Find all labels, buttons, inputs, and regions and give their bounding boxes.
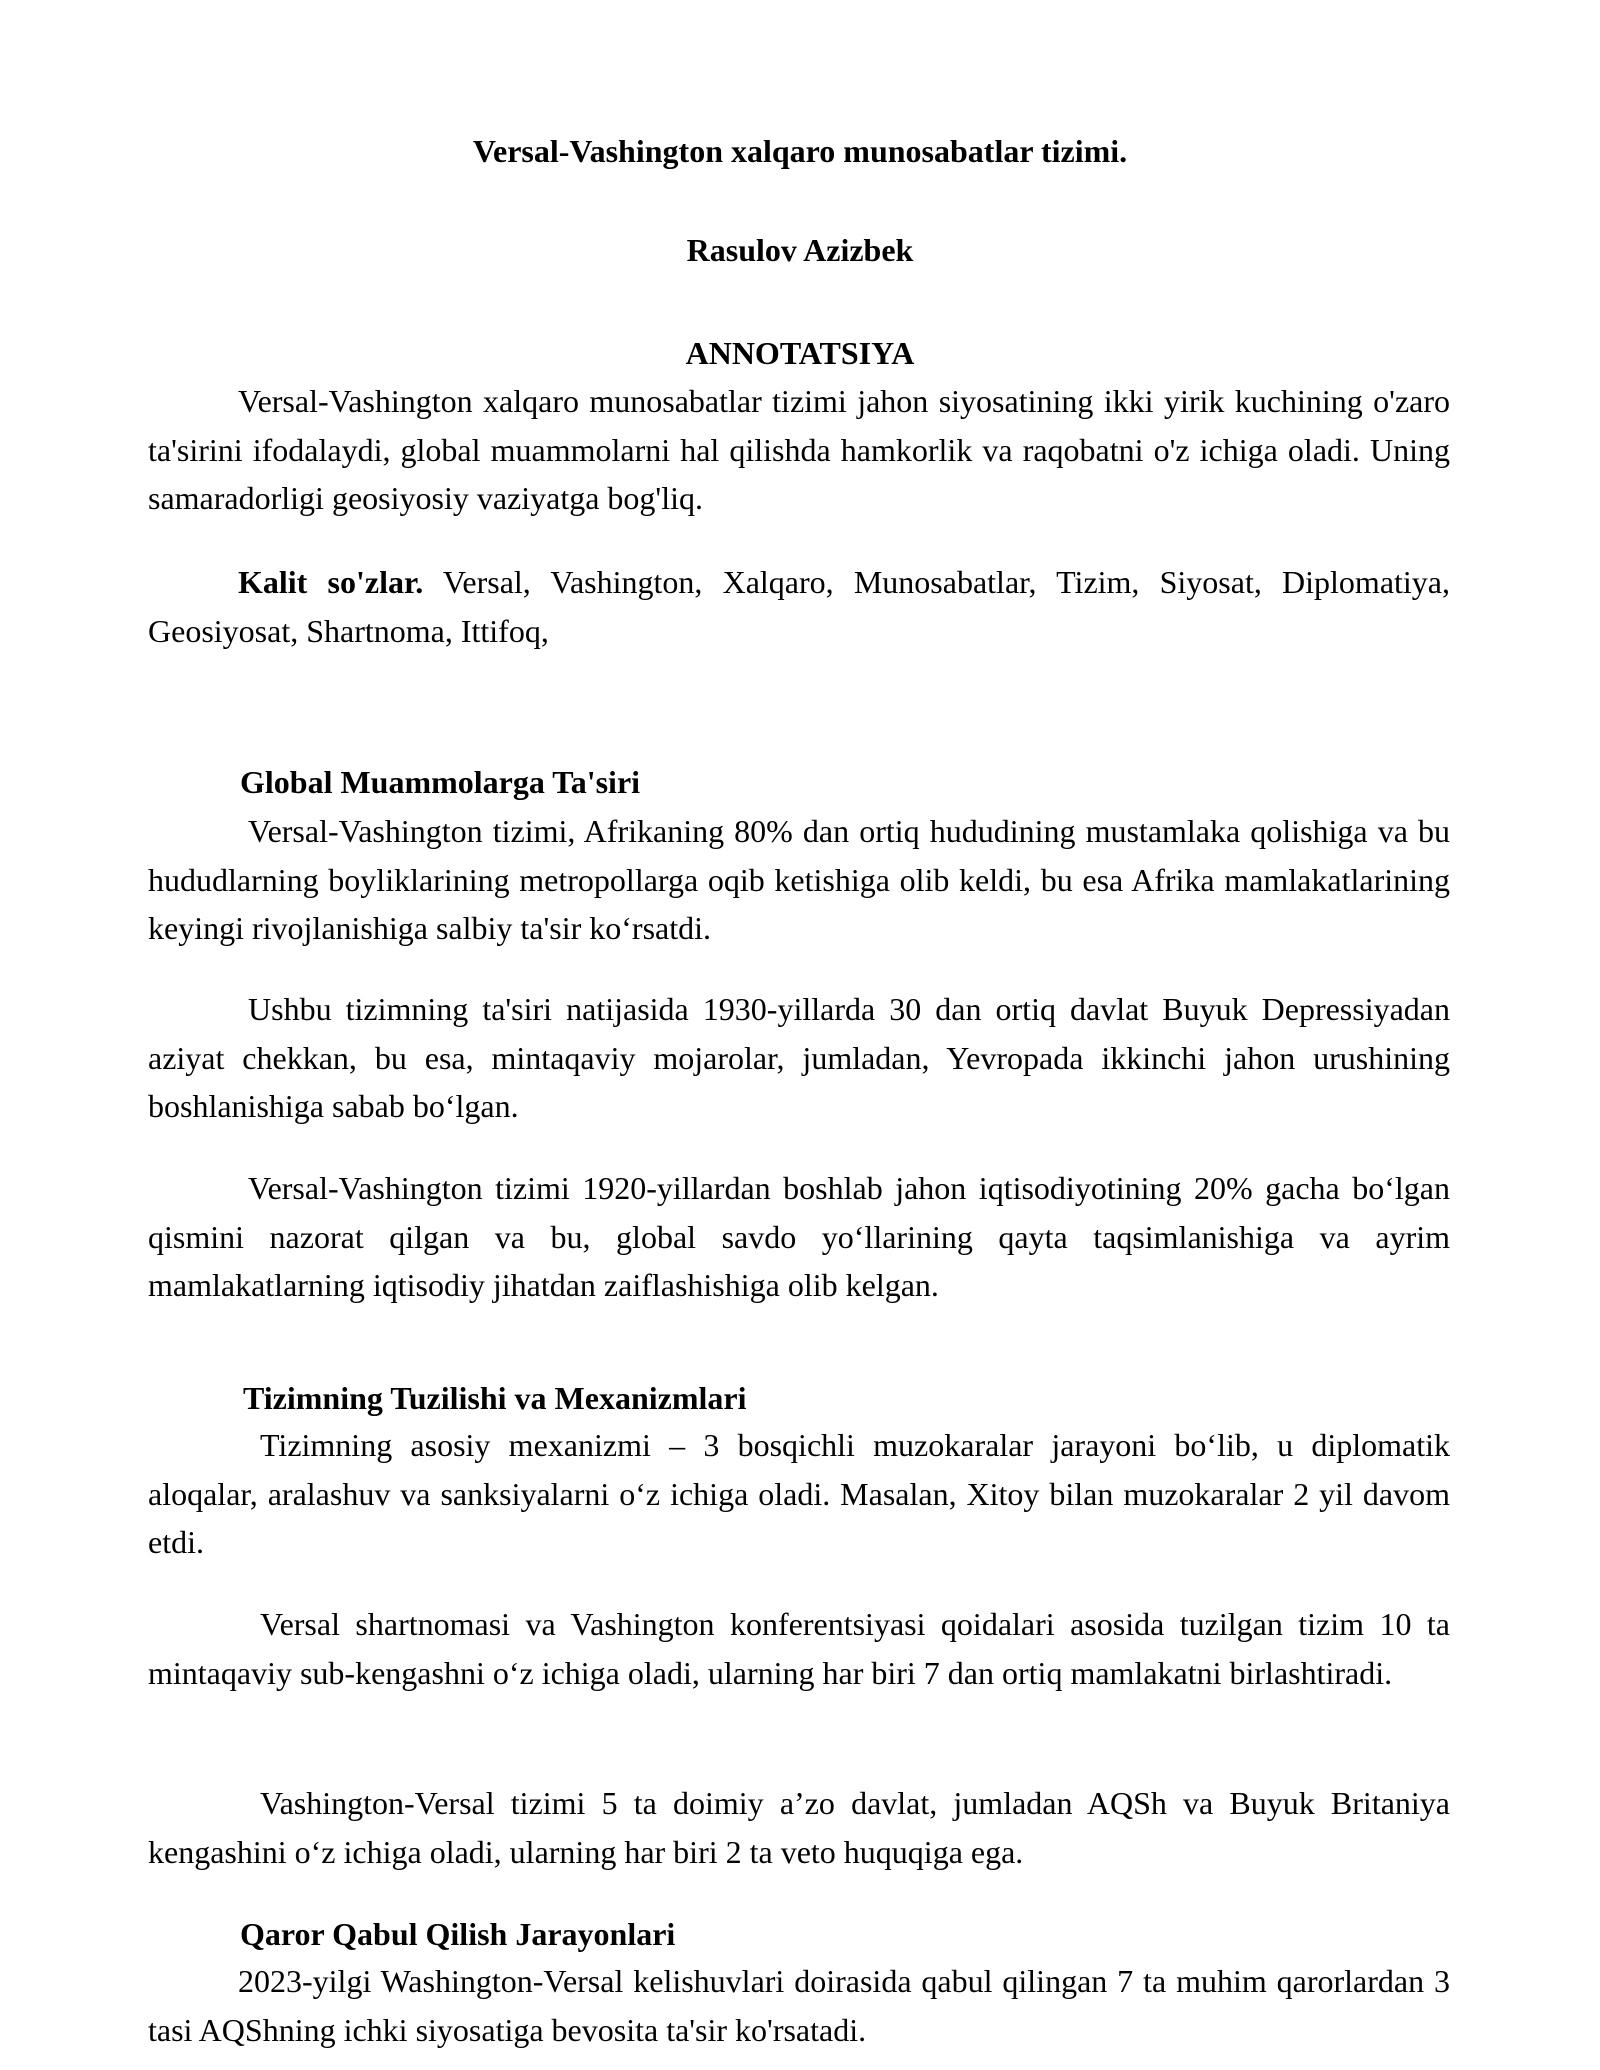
keywords-label: Kalit so'zlar. [238,564,424,600]
section-heading-global-impact: Global Muammolarga Ta'siri [240,764,641,800]
section-1-paragraph-1: Versal-Vashington tizimi, Afrikaning 80% dan ortiq hududining mustamlaka qolishiga va bu hududlarning boyliklarining metropollarga oqib ketishiga olib keldi, bu esa Afrika mamlakatlarining keyingi rivojlanishiga salbiy ta'sir ko‘rsatdi. [148,813,1450,946]
document-title: Versal-Vashington xalqaro munosabatlar tizimi. [472,133,1128,169]
section-3-paragraph-1: 2023-yilgi Washington-Versal kelishuvlari doirasida qabul qilingan 7 ta muhim qarorlardan 3 tasi AQShning ichki siyosatiga bevosita ta'sir ko'rsatadi. [148,1963,1450,2048]
section-1-paragraph-2: Ushbu tizimning ta'siri natijasida 1930-yillarda 30 dan ortiq davlat Buyuk Depressiyadan aziyat chekkan, bu esa, mintaqaviy mojarolar, jumladan, Yevropada ikkinchi jahon urushining boshlanishiga sabab bo‘lgan. [148,991,1450,1124]
section-heading-structure: Tizimning Tuzilishi va Mexanizmlari [243,1380,747,1416]
section-1-paragraph-3: Versal-Vashington tizimi 1920-yillardan boshlab jahon iqtisodiyotining 20% gacha bo‘lgan qismini nazorat qilgan va bu, global savdo yo‘llarining qayta taqsimlanishiga va ayrim mamlakatlarning iqtisodiy jihatdan zaiflashishiga olib kelgan. [148,1170,1450,1303]
annotation-paragraph [148,377,1450,523]
keywords-paragraph [148,558,1450,655]
author-name: Rasulov Azizbek [686,232,914,268]
section-2-paragraph-3: Vashington-Versal tizimi 5 ta doimiy a’zo davlat, jumladan AQSh va Buyuk Britaniya kengashini o‘z ichiga oladi, ularning har biri 2 ta veto huquqiga ega. [148,1785,1450,1870]
section-2-paragraph-1: Tizimning asosiy mexanizmi – 3 bosqichli muzokaralar jarayoni bo‘lib, u diplomatik aloqalar, aralashuv va sanksiyalarni o‘z ichiga oladi. Masalan, Xitoy bilan muzokaralar 2 yil davom etdi. [148,1427,1450,1560]
section-heading-decision-making: Qaror Qabul Qilish Jarayonlari [240,1916,676,1952]
keywords-text: Versal, Vashington, Xalqaro, Munosabatlar, Tizim, Siyosat, Diplomatiya, Geosiyosat, Shartnoma, Ittifoq, [148,564,1450,649]
annotation-heading: ANNOTATSIYA [685,335,915,371]
section-2-paragraph-2: Versal shartnomasi va Vashington konferentsiyasi qoidalari asosida tuzilgan tizim 10 ta mintaqaviy sub-kengashni o‘z ichiga oladi, ularning har biri 7 dan ortiq mamlakatni birlashtiradi. [148,1606,1450,1691]
annotation-text: Versal-Vashington xalqaro munosabatlar tizimi jahon siyosatining ikki yirik kuchining o'zaro ta'sirini ifodalaydi, global muammolarni hal qilishda hamkorlik va raqobatni o'z ichiga oladi. Uning samaradorligi geosiyosiy vaziyatga bog'liq. [148,383,1450,516]
